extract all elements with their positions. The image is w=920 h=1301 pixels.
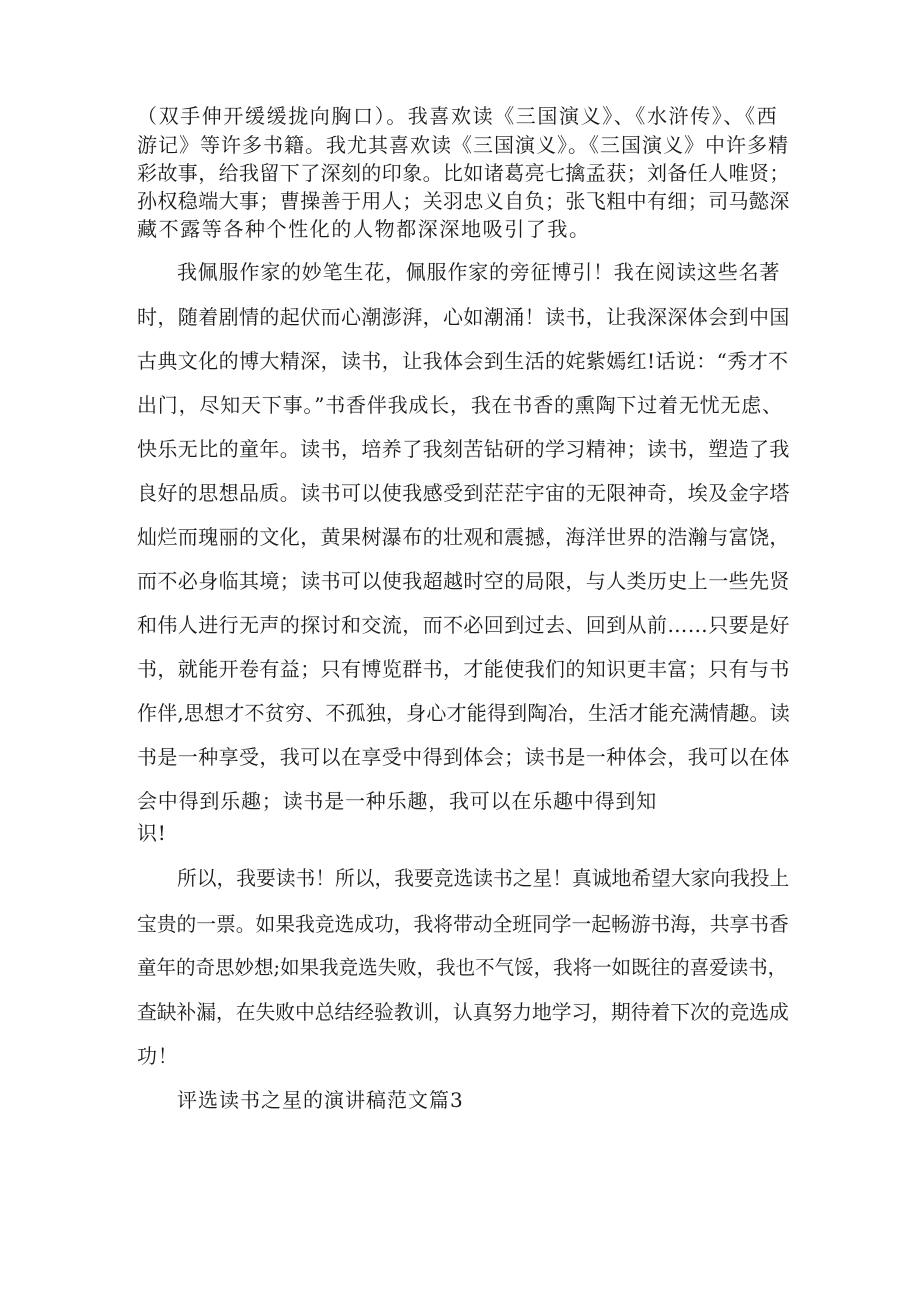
paragraph-1-line: 藏不露等各种个性化的人物都深深地吸引了我。	[137, 217, 591, 241]
paragraph-1-line: （双手伸开缓缓拢向胸口）。我喜欢读《三国演义》、《水浒传》、《西	[137, 104, 779, 128]
paragraph-2-line: 而不必身临其境；读书可以使我超越时空的局限，与人类历史上一些先贤	[137, 569, 790, 593]
section-heading: 评选读书之星的演讲稿范文篇3	[177, 1088, 464, 1112]
paragraph-2-line: 时，随着剧情的起伏而心潮澎湃，心如潮涌！读书，让我深深体会到中国	[137, 305, 790, 329]
paragraph-2-line: 和伟人进行无声的探讨和交流，而不必回到过去、回到从前……只要是好	[137, 613, 790, 637]
paragraph-2-line: 我佩服作家的妙笔生花，佩服作家的旁征博引！我在阅读这些名著	[177, 260, 781, 284]
paragraph-2-line: 会中得到乐趣；读书是一种乐趣，我可以在乐趣中得到知	[137, 789, 657, 813]
paragraph-2-line: 快乐无比的童年。读书，培养了我刻苦钻研的学习精神；读书，塑造了我	[137, 437, 790, 461]
paragraph-3-line: 功！	[137, 1044, 179, 1068]
paragraph-2-line: 书，就能开卷有益；只有博览群书，才能使我们的知识更丰富；只有与书	[137, 657, 790, 681]
paragraph-2-line: 古典文化的博大精深，读书，让我体会到生活的姹紫嫣红!话说：“秀才不	[137, 349, 789, 373]
paragraph-2-line: 书是一种享受，我可以在享受中得到体会；读书是一种体会，我可以在体	[137, 745, 790, 769]
paragraph-3-line: 童年的奇思妙想;如果我竞选失败，我也不气馁，我将一如既往的喜爱读书，	[137, 956, 788, 979]
paragraph-2-line: 灿烂而瑰丽的文化，黄果树瀑布的壮观和震撼，海洋世界的浩瀚与富饶，	[137, 525, 790, 549]
paragraph-2-line: 出门，尽知天下事。”书香伴我成长，我在书香的熏陶下过着无忧无虑、	[137, 393, 783, 417]
paragraph-1-line: 彩故事，给我留下了深刻的印象。比如诸葛亮七擒孟获；刘备任人唯贤；	[137, 161, 790, 185]
paragraph-2-line: 作伴,思想才不贫穷、不孤独，身心才能得到陶冶，生活才能充满情趣。读	[137, 701, 790, 725]
paragraph-1-line: 游记》等许多书籍。我尤其喜欢读《三国演义》。《三国演义》中许多精	[137, 133, 789, 157]
paragraph-2-line: 良好的思想品质。读书可以使我感受到茫茫宇宙的无限神奇，埃及金字塔	[137, 481, 790, 505]
paragraph-1-line: 孙权稳端大事；曹操善于用人；关羽忠义自负；张飞粗中有细；司马懿深	[137, 189, 790, 213]
paragraph-2-line: 识!	[137, 821, 167, 845]
paragraph-3-line: 查缺补漏，在失败中总结经验教训，认真努力地学习，期待着下次的竞选成	[137, 1001, 789, 1024]
paragraph-3-line: 宝贵的一票。如果我竞选成功，我将带动全班同学一起畅游书海，共享书香	[137, 913, 789, 936]
paragraph-3-line: 所以，我要读书！所以，我要竞选读书之星！真诚地希望大家向我投上	[177, 867, 790, 890]
